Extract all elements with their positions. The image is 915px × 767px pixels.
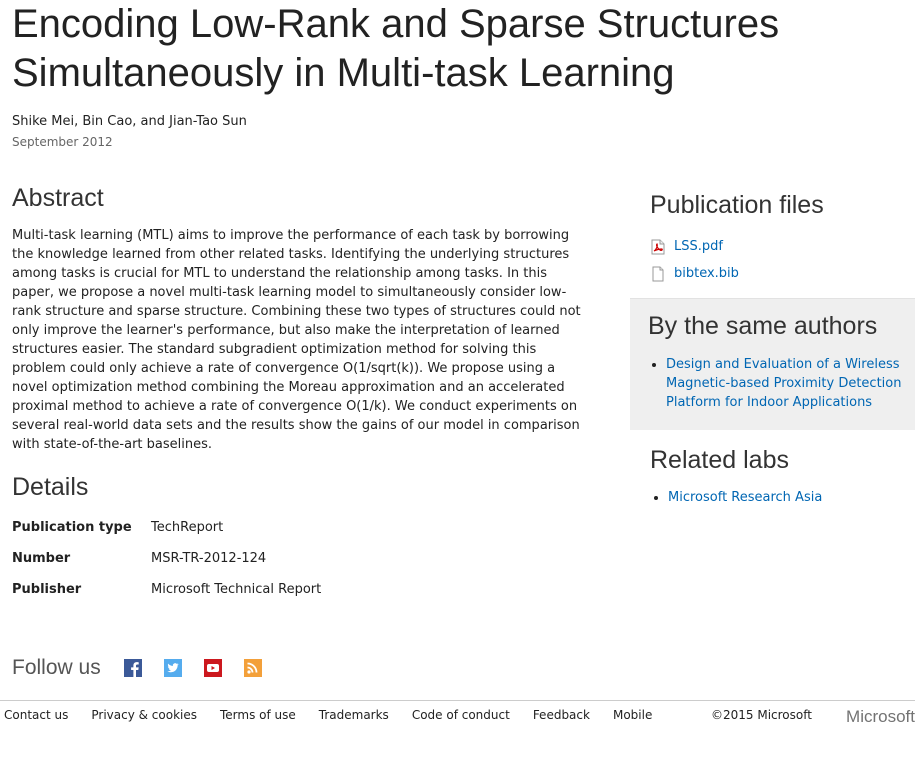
publication-files-heading: Publication files — [650, 191, 824, 219]
details-row-publisher — [12, 582, 321, 613]
microsoft-logo[interactable] — [840, 707, 915, 727]
related-labs-list — [650, 488, 822, 507]
detail-label: Publisher — [12, 582, 82, 597]
footer-link-trademarks[interactable]: Trademarks — [318, 708, 389, 722]
authors: Shike Mei, Bin Cao, and Jian-Tao Sun — [12, 114, 247, 129]
list-item — [666, 355, 915, 412]
youtube-icon[interactable] — [203, 659, 223, 677]
follow-us — [12, 656, 283, 680]
rss-icon[interactable] — [243, 659, 263, 677]
footer-link-contact[interactable]: Contact us — [4, 708, 69, 722]
pdf-icon — [650, 239, 666, 255]
detail-label: Publication type — [12, 520, 132, 535]
footer-link-feedback[interactable]: Feedback — [532, 708, 590, 722]
page-title — [12, 0, 812, 98]
detail-value: Microsoft Technical Report — [151, 582, 322, 597]
lab-link[interactable]: Microsoft Research Asia — [668, 490, 823, 505]
detail-value: MSR-TR-2012-124 — [151, 551, 267, 566]
publication-date: September 2012 — [12, 135, 113, 149]
related-labs-heading: Related labs — [650, 446, 789, 474]
file-icon — [650, 266, 666, 282]
file-link-bib[interactable]: bibtex.bib — [674, 266, 739, 281]
publication-files-list — [650, 233, 739, 287]
title-line-1: Encoding Low-Rank and Sparse Structures — [12, 2, 780, 46]
same-author-link[interactable]: Design and Evaluation of a Wireless Magnetic-based Proximity Detection Platform for Indoor Applications — [666, 357, 902, 410]
file-link-pdf[interactable]: LSS.pdf — [674, 239, 723, 254]
footer-link-terms[interactable]: Terms of use — [220, 708, 296, 722]
facebook-icon[interactable] — [123, 659, 143, 677]
footer-link-code-of-conduct[interactable]: Code of conduct — [411, 708, 510, 722]
follow-us-label: Follow us — [12, 656, 101, 679]
microsoft-logo-text: Microsoft — [846, 707, 915, 726]
title-line-2: Simultaneously in Multi-task Learning — [12, 51, 675, 95]
footer-divider — [0, 700, 915, 701]
footer-links — [4, 708, 652, 722]
same-authors-list — [648, 355, 915, 412]
details-table — [12, 520, 321, 613]
detail-label: Number — [12, 551, 71, 566]
file-item-bib[interactable] — [650, 260, 739, 287]
details-heading: Details — [12, 473, 89, 501]
footer-link-privacy[interactable]: Privacy & cookies — [91, 708, 197, 722]
same-authors-heading: By the same authors — [648, 312, 878, 340]
details-row-number — [12, 551, 321, 582]
file-item-pdf[interactable] — [650, 233, 739, 260]
list-item — [668, 488, 822, 507]
abstract-text: Multi-task learning (MTL) aims to improve the performance of each task by borrowing the knowledge learned from other related tasks. Identifying the underlying structures among tasks is crucial for MTL to understand the relationship among tasks. In this paper, we propose a novel multi-task learning model to simultaneously consider low-rank structure and sparse structure. Combining these two types of structures could not only improve the learner's performance, but also make the interpretation of learned structures easier. The standard subgradient optimization method for solving this problem could only achieve a rate of convergence O(1/sqrt(k)). We propose using a novel optimization method combining the Moreau approximation and an accelerated proximal method to achieve a rate of convergence O(1/k). We conduct experiments on several real-world data sets and the results show the gains of our model in comparison with state-of-the-art baselines. — [12, 228, 581, 452]
footer-link-mobile[interactable]: Mobile — [612, 708, 653, 722]
copyright: ©2015 Microsoft — [711, 708, 812, 722]
details-row-type — [12, 520, 321, 551]
detail-value: TechReport — [151, 520, 224, 535]
twitter-icon[interactable] — [163, 659, 183, 677]
abstract-heading: Abstract — [12, 184, 104, 212]
same-authors-panel — [630, 298, 915, 430]
